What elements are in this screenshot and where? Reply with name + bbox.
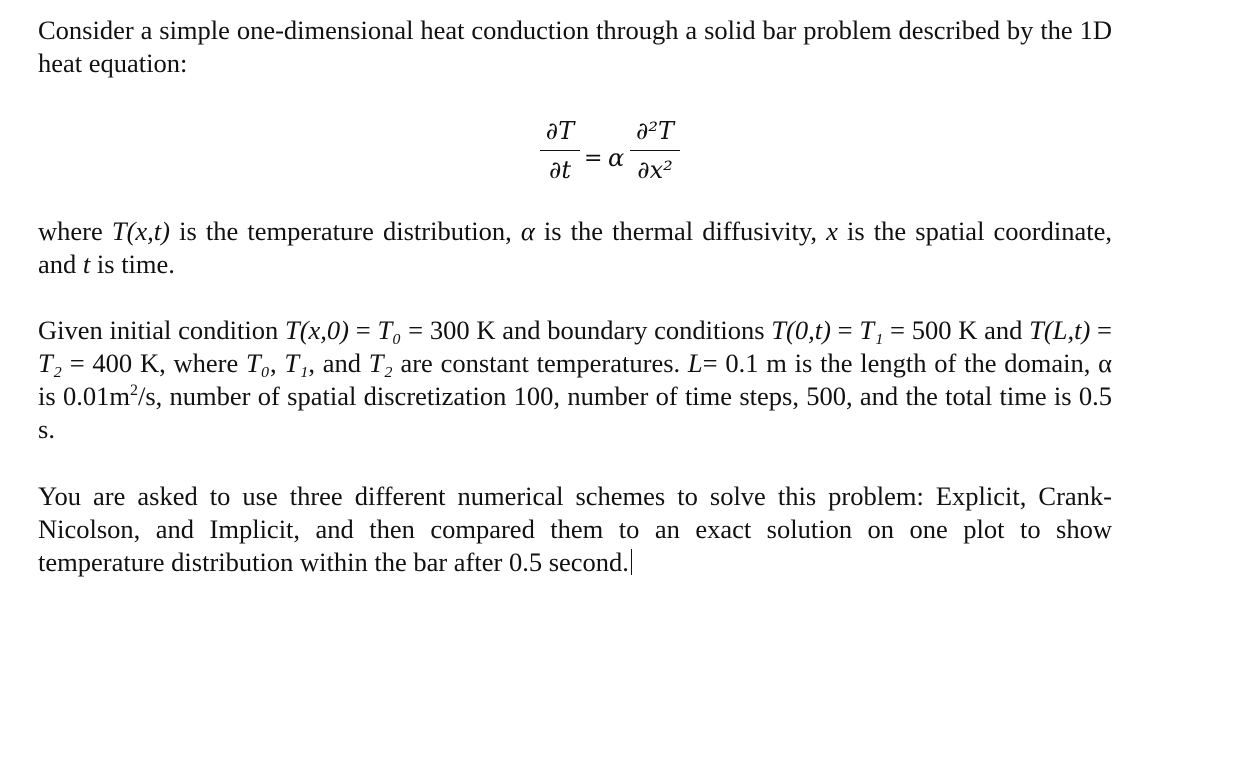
rhs-fraction: [630, 116, 680, 185]
text-cursor: [631, 549, 632, 575]
text-run: =: [348, 315, 378, 345]
var-T0: T₀: [246, 348, 270, 378]
text-run: is the thermal diffusivity,: [534, 216, 827, 246]
document-body[interactable]: [38, 14, 1113, 577]
var-alpha: α: [520, 216, 535, 246]
fraction-bar: [630, 150, 680, 151]
text-run: You are asked to use three different numerical schemes to solve this problem: Explicit, Crank-Nicolson, and Implicit, and then compared them to an exact solution on one plot to show temperature distribution within the bar after 0.5 second.: [38, 481, 1112, 577]
equals-sign: =: [584, 146, 603, 171]
heat-equation: [498, 112, 738, 202]
paragraph-intro: Consider a simple one-dimensional heat conduction through a solid bar problem described by the 1D heat equation:: [38, 15, 1112, 78]
alpha-symbol: α: [608, 144, 625, 172]
paragraph-conditions: [38, 314, 1112, 446]
var-x: x: [826, 216, 838, 246]
var-boundary-right: T(L,t): [1029, 315, 1091, 345]
text-run: Given initial condition: [38, 315, 285, 345]
text-run: =: [1090, 315, 1112, 345]
var-T1: T₁: [284, 348, 309, 378]
var-t: t: [82, 249, 91, 279]
text-run: = 400 K, where: [61, 348, 246, 378]
var-T0: T₀: [377, 315, 402, 345]
rhs-numerator: ∂²T: [635, 117, 675, 145]
text-run: , and: [308, 348, 369, 378]
text-run: is the temperature distribution,: [169, 216, 521, 246]
lhs-fraction: [540, 116, 580, 185]
var-T: T(x,t): [111, 216, 170, 246]
var-initial-condition: T(x,0): [284, 315, 349, 345]
rhs-denominator: ∂x²: [637, 156, 673, 184]
text-run: is the spatial coordinate, and: [38, 216, 1112, 279]
var-T1: T₁: [859, 315, 884, 345]
paragraph-task: [38, 480, 1112, 579]
text-run: is time.: [90, 249, 175, 279]
var-boundary-left: T(0,t): [771, 315, 831, 345]
text-run: = 500 K and: [883, 315, 1030, 345]
text-run: = 0.1 m is the length of the domain, α is 0.01m: [38, 348, 1113, 411]
paragraph-definitions: [38, 215, 1112, 281]
lhs-denominator: ∂t: [548, 156, 572, 184]
text-run: ,: [269, 348, 285, 378]
var-L: L: [687, 348, 703, 378]
var-T2: T₂: [38, 348, 62, 378]
var-T2: T₂: [368, 348, 393, 378]
fraction-bar: [540, 150, 580, 151]
text-run: where: [38, 216, 112, 246]
superscript: 2: [129, 382, 138, 400]
text-run: = 300 K and boundary conditions: [401, 315, 772, 345]
text-run: are constant temperatures.: [392, 348, 688, 378]
lhs-numerator: ∂T: [545, 117, 575, 145]
text-run: =: [830, 315, 860, 345]
text-run: /s, number of spatial discretization 100, number of time steps, 500, and the total time is 0.5 s.: [38, 381, 1112, 444]
